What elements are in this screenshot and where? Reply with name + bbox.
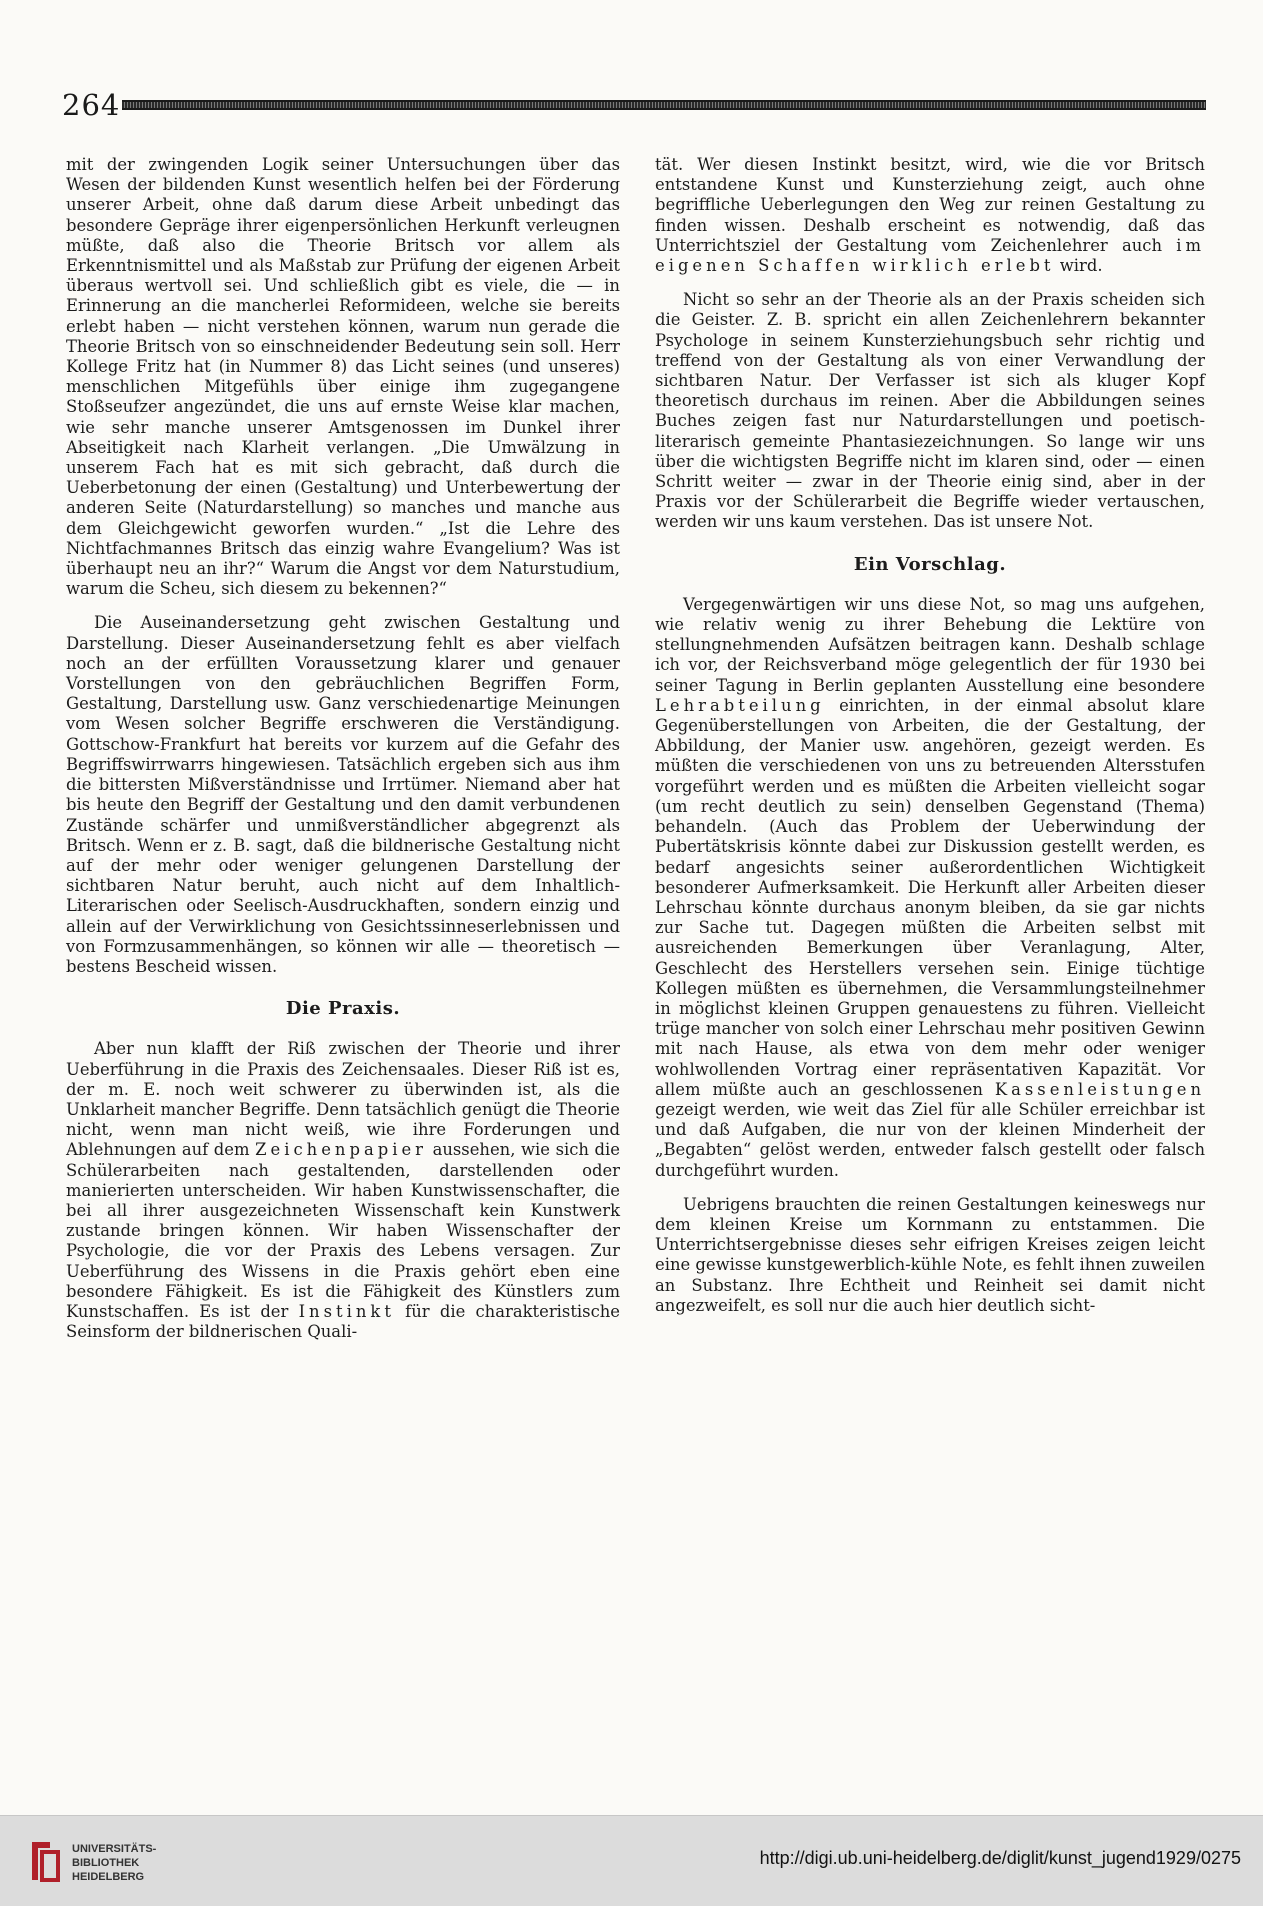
spaced-word: Lehrabteilung [655, 695, 825, 715]
right-column [655, 155, 1205, 1316]
spaced-word: Zeichenpapier [255, 1140, 427, 1160]
page-number: 264 [62, 88, 121, 122]
spaced-phrase: im eigenen Schaffen wirklich erlebt [655, 235, 1205, 276]
right-paragraph-2: Nicht so sehr an der Theorie als an der Praxis scheiden sich die Geister. Z. B. spricht ein allen Zeichenlehrern bekannter Psychologe in seinem Kunsterziehungsbuch sehr richtig und treffend von der Gestaltung als von einer Verwandlung der sichtbaren Natur. Der Verfasser ist sich als kluger Kopf theoretisch durchaus im reinen. Aber die Abbildungen seines Buches zeigen fast nur Naturdarstellungen und poetisch-literarisch gemeinte Phantasiezeichnungen. So lange wir uns über die wichtigsten Begriffe nicht im klaren sind, oder — einen Schritt weiter — zwar in der Theorie einig sind, aber in der Praxis vor der Schülerarbeit die Begriffe wieder vertauschen, werden wir uns kaum verstehen. Das ist unsere Not. [655, 290, 1205, 532]
left-paragraph-3: Aber nun klafft der Riß zwischen der Theorie und ihrer Ueberführung in die Praxis des Zeichensaales. Dieser Riß ist es, der m. E. noch weit schwerer zu überwinden ist, als die Unklarheit mancher Begriffe. Denn tatsächlich genügt die Theorie nicht, wenn man nicht weiß, wie ihre Forderungen und Ablehnungen auf dem Zeichenpapier aussehen, wie sich die Schülerarbeiten nach gestaltenden, darstellenden oder manierierten unterscheiden. Wir haben Kunstwissenschafter, die bei all ihrer ausgezeichneten Wissenschaft kein Kunstwerk zustande bringen können. Wir haben Wissenschafter der Psychologie, die vor der Praxis des Lebens versagen. Zur Ueberführung des Wissens in die Praxis gehört eben eine besondere Fähigkeit. Es ist die Fähigkeit des Künstlers zum Kunstschaffen. Es ist der Instinkt für die charakteristische Seinsform der bildnerischen Quali- [66, 1039, 620, 1342]
right-paragraph-3: Vergegenwärtigen wir uns diese Not, so mag uns aufgehen, wie relativ wenig zu ihrer Behebung die Lektüre von stellungnehmenden Aufsätzen beitragen kann. Deshalb schlage ich vor, der Reichsverband möge gelegentlich der für 1930 bei seiner Tagung in Berlin geplanten Ausstellung eine besondere Lehrabteilung einrichten, in der einmal absolut klare Gegenüberstellungen von Arbeiten, die der Gestaltung, der Abbildung, der Manier usw. angehören, gezeigt werden. Es müßten die verschiedenen von uns zu betreuenden Altersstufen vorgeführt werden und es müßten die Arbeiten vielleicht sogar (um recht deutlich zu sein) denselben Gegenstand (Thema) behandeln. (Auch das Problem der Ueberwindung der Pubertätskrisis könnte dabei zur Diskussion gestellt werden, es bedarf angesichts seiner außerordentlichen Wichtigkeit besonderer Aufmerksamkeit. Die Herkunft aller Arbeiten dieser Lehrschau könnte durchaus anonym bleiben, da sie gar nichts zur Sache tut. Dagegen müßten die Arbeiten selbst mit ausreichenden Bemerkungen über Veranlagung, Alter, Geschlecht des Herstellers versehen sein. Einige tüchtige Kollegen müßten es übernehmen, die Versammlungsteilnehmer in möglichst kleinen Gruppen genauestens zu führen. Vielleicht trüge mancher von solch einer Lehrschau mehr positiven Gewinn mit nach Hause, als etwa von dem mehr oder weniger wohlwollenden Vortrag einer repräsentativen Kapazität. Vor allem müßte auch an geschlossenen Kassenleistungen gezeigt werden, wie weit das Ziel für alle Schüler erreichbar ist und daß Aufgaben, die nur von der kleinen Minderheit der „Begabten“ gelöst werden, entweder falsch gestellt oder falsch durchgeführt wurden. [655, 594, 1205, 1180]
spaced-word: Instinkt [298, 1301, 395, 1321]
spaced-word: Kassenleistungen [994, 1079, 1205, 1099]
left-column [66, 155, 620, 1342]
left-paragraph-2: Die Auseinandersetzung geht zwischen Gestaltung und Darstellung. Dieser Auseinandersetzung fehlt es aber vielfach noch an der erfüllten Voraussetzung klarer und genauer Vorstellungen von den gebräuchlichen Begriffen Form, Gestaltung, Darstellung usw. Ganz verschiedenartige Meinungen vom Wesen solcher Begriffe erschweren die Verständigung. Gottschow-Frankfurt hat bereits vor kurzem auf die Gefahr des Begriffswirrwarrs hingewiesen. Tatsächlich ergeben sich aus ihm die bittersten Mißverständnisse und Irrtümer. Niemand aber hat bis heute den Begriff der Gestaltung und den damit verbundenen Zustände schärfer und unmißverständlicher abgegrenzt als Britsch. Wenn er z. B. sagt, daß die bildnerische Gestaltung nicht auf der mehr oder weniger gelungenen Darstellung der sichtbaren Natur beruht, auch nicht auf dem Inhaltlich-Literarischen oder Seelisch-Ausdruckhaften, sondern einzig und allein auf der Verwirklichung von Gesichtssinneserlebnissen und von Formzusammenhängen, so können wir alle — theoretisch — bestens Bescheid wissen. [66, 613, 620, 976]
right-paragraph-1: tät. Wer diesen Instinkt besitzt, wird, wie die vor Britsch entstandene Kunst und Kunsterziehung zeigt, auch ohne begriffliche Ueberlegungen den Weg zur reinen Gestaltung zu finden wissen. Deshalb erscheint es notwendig, daß das Unterrichtsziel der Gestaltung vom Zeichenlehrer auch im eigenen Schaffen wirklich erlebt wird. [655, 155, 1205, 276]
viewer-footer [0, 1815, 1263, 1906]
section-heading-vorschlag: Ein Vorschlag. [853, 553, 1007, 575]
left-paragraph-1: mit der zwingenden Logik seiner Untersuchungen über das Wesen der bildenden Kunst wesentlich helfen bei der Förderung unserer Arbeit, ohne daß darum diese Arbeit unbedingt das besondere Gepräge ihrer eigenpersönlichen Herkunft verleugnen müßte, daß also die Theorie Britsch vor allem als Erkenntnismittel und als Maßstab zur Prüfung der eigenen Arbeit überaus wertvoll sei. Und schließlich gibt es viele, die — in Erinnerung an die mancherlei Reformideen, welche sie bereits erlebt haben — nicht verstehen können, warum nun gerade die Theorie Britsch von so einschneidender Bedeutung sein soll. Herr Kollege Fritz hat (in Nummer 8) das Licht seines (und unseres) menschlichen Mitgefühls über einige ihm zugegangene Stoßseufzer angezündet, die uns auf ernste Weise klar machen, wie sehr manche unserer Amtsgenossen im Dunkel ihrer Abseitigkeit nach Klarheit verlangen. „Die Umwälzung in unserem Fach hat es mit sich gebracht, daß durch die Ueberbetonung der einen (Gestaltung) und Unterbewertung der anderen Seite (Naturdarstellung) so manches und manche aus dem Gleichgewicht geworfen wurden.“ „Ist die Lehre des Nichtfachmannes Britsch das einzig wahre Evangelium? Was ist überhaupt neu an ihr?“ Warum die Angst vor dem Naturstudium, warum die Scheu, sich diesem zu bekennen?“ [66, 155, 620, 599]
section-heading-praxis: Die Praxis. [285, 998, 401, 1020]
source-url-link[interactable]: http://digi.ub.uni-heidelberg.de/diglit/kunst_jugend1929/0275 [759, 1848, 1241, 1868]
right-paragraph-4: Uebrigens brauchten die reinen Gestaltungen keineswegs nur dem kleinen Kreise um Kornmann zu entstammen. Die Unterrichtsergebnisse dieses sehr eifrigen Kreises zeigen leicht eine gewisse kunstgewerblich-kühle Note, es fehlt ihnen zuweilen an Substanz. Ihre Echtheit und Reinheit sei damit nicht angezweifelt, es soll nur die auch hier deutlich sicht- [655, 1194, 1205, 1315]
library-name: UNIVERSITÄTS- BIBLIOTHEK HEIDELBERG [72, 1843, 157, 1883]
header-rule [122, 100, 1206, 110]
library-logo-icon [28, 1836, 62, 1886]
